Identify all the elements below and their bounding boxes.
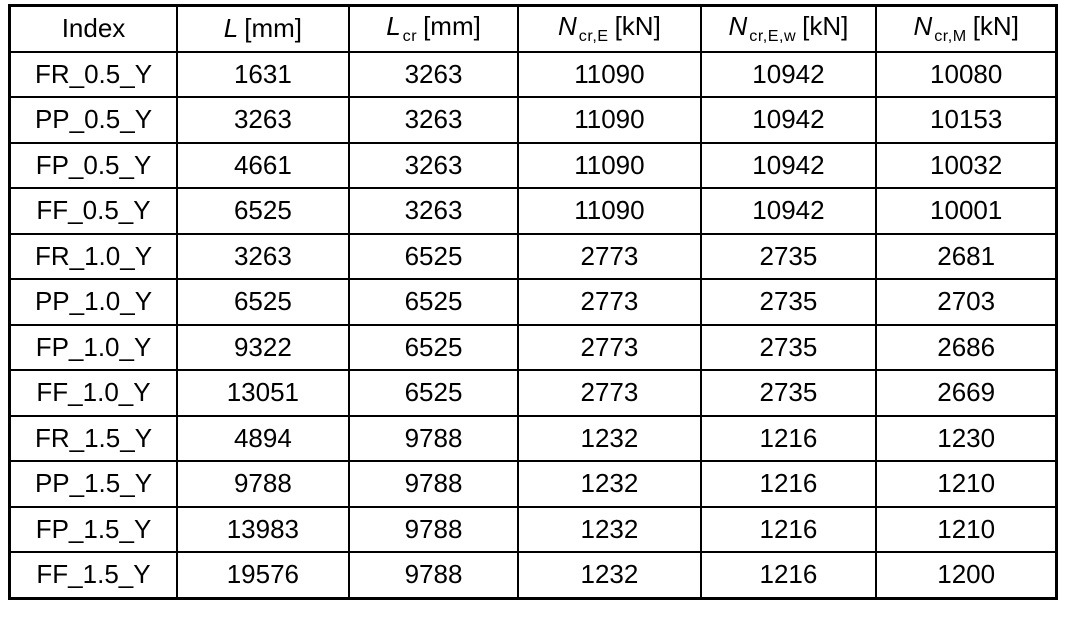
value-cell: 1216 — [701, 461, 877, 507]
col-header-critical-length — [349, 6, 519, 52]
table-row — [10, 143, 1057, 189]
value-cell: 6525 — [177, 279, 349, 325]
col-header-ncr-e — [518, 6, 700, 52]
value-cell: 10080 — [876, 52, 1056, 98]
value-cell: 2735 — [701, 370, 877, 416]
col-header-index — [10, 6, 178, 52]
table-row — [10, 52, 1057, 98]
index-cell: PP_0.5_Y — [10, 97, 178, 143]
header-subscript: cr — [402, 27, 418, 46]
value-cell: 9322 — [177, 325, 349, 371]
value-cell: 4894 — [177, 416, 349, 462]
table-row — [10, 97, 1057, 143]
index-cell: FR_1.5_Y — [10, 416, 178, 462]
value-cell: 2735 — [701, 234, 877, 280]
index-cell: FR_1.0_Y — [10, 234, 178, 280]
value-cell: 2686 — [876, 325, 1056, 371]
value-cell: 9788 — [349, 507, 519, 553]
value-cell: 9788 — [349, 416, 519, 462]
value-cell: 9788 — [349, 461, 519, 507]
header-subscript: cr,M — [934, 27, 967, 46]
value-cell: 10032 — [876, 143, 1056, 189]
value-cell: 2703 — [876, 279, 1056, 325]
value-cell: 19576 — [177, 552, 349, 598]
header-subscript: cr,E,w — [749, 27, 797, 46]
table-header — [10, 6, 1057, 52]
header-label: Index — [61, 13, 126, 44]
value-cell: 2773 — [518, 279, 700, 325]
header-symbol: N — [913, 11, 933, 42]
index-cell: PP_1.5_Y — [10, 461, 178, 507]
index-cell: FF_0.5_Y — [10, 188, 178, 234]
value-cell: 10942 — [701, 143, 877, 189]
value-cell: 1210 — [876, 507, 1056, 553]
value-cell: 2735 — [701, 325, 877, 371]
table-row — [10, 370, 1057, 416]
index-cell: FR_0.5_Y — [10, 52, 178, 98]
value-cell: 10942 — [701, 97, 877, 143]
value-cell: 10942 — [701, 52, 877, 98]
index-cell: FP_0.5_Y — [10, 143, 178, 189]
header-symbol: N — [728, 11, 748, 42]
table-row — [10, 234, 1057, 280]
col-header-length — [177, 6, 349, 52]
index-cell: FP_1.5_Y — [10, 507, 178, 553]
value-cell: 2681 — [876, 234, 1056, 280]
value-cell: 6525 — [177, 188, 349, 234]
index-cell: FF_1.5_Y — [10, 552, 178, 598]
value-cell: 6525 — [349, 279, 519, 325]
value-cell: 9788 — [177, 461, 349, 507]
value-cell: 1631 — [177, 52, 349, 98]
value-cell: 1232 — [518, 416, 700, 462]
header-unit: [kN] — [802, 11, 849, 42]
value-cell: 2773 — [518, 325, 700, 371]
value-cell: 1210 — [876, 461, 1056, 507]
value-cell: 3263 — [177, 97, 349, 143]
index-cell: PP_1.0_Y — [10, 279, 178, 325]
header-symbol: N — [558, 11, 577, 42]
value-cell: 10153 — [876, 97, 1056, 143]
value-cell: 1232 — [518, 507, 700, 553]
header-subscript: cr,E — [578, 27, 609, 46]
table-row — [10, 279, 1057, 325]
header-unit: [kN] — [972, 11, 1019, 42]
table-row — [10, 325, 1057, 371]
value-cell: 1232 — [518, 461, 700, 507]
value-cell: 1200 — [876, 552, 1056, 598]
value-cell: 13983 — [177, 507, 349, 553]
value-cell: 2773 — [518, 370, 700, 416]
results-table — [8, 4, 1058, 600]
value-cell: 1216 — [701, 552, 877, 598]
value-cell: 3263 — [349, 52, 519, 98]
table-row — [10, 188, 1057, 234]
table-body — [10, 52, 1057, 599]
header-unit: [mm] — [244, 13, 302, 44]
table-row — [10, 461, 1057, 507]
value-cell: 2735 — [701, 279, 877, 325]
value-cell: 11090 — [518, 188, 700, 234]
value-cell: 13051 — [177, 370, 349, 416]
value-cell: 1230 — [876, 416, 1056, 462]
col-header-ncr-m — [876, 6, 1056, 52]
index-cell: FF_1.0_Y — [10, 370, 178, 416]
header-symbol: L — [386, 11, 401, 42]
value-cell: 3263 — [349, 188, 519, 234]
index-cell: FP_1.0_Y — [10, 325, 178, 371]
col-header-ncr-e-w — [701, 6, 877, 52]
value-cell: 11090 — [518, 143, 700, 189]
value-cell: 1232 — [518, 552, 700, 598]
header-unit: [mm] — [423, 11, 481, 42]
value-cell: 6525 — [349, 234, 519, 280]
table-row — [10, 416, 1057, 462]
value-cell: 10942 — [701, 188, 877, 234]
value-cell: 3263 — [177, 234, 349, 280]
header-row — [10, 6, 1057, 52]
value-cell: 2669 — [876, 370, 1056, 416]
table-row — [10, 552, 1057, 598]
header-unit: [kN] — [614, 11, 661, 42]
value-cell: 6525 — [349, 325, 519, 371]
value-cell: 4661 — [177, 143, 349, 189]
value-cell: 3263 — [349, 143, 519, 189]
header-symbol: L — [223, 13, 239, 44]
table-row — [10, 507, 1057, 553]
value-cell: 6525 — [349, 370, 519, 416]
value-cell: 1216 — [701, 507, 877, 553]
value-cell: 9788 — [349, 552, 519, 598]
value-cell: 10001 — [876, 188, 1056, 234]
value-cell: 2773 — [518, 234, 700, 280]
value-cell: 11090 — [518, 52, 700, 98]
value-cell: 11090 — [518, 97, 700, 143]
value-cell: 1216 — [701, 416, 877, 462]
value-cell: 3263 — [349, 97, 519, 143]
